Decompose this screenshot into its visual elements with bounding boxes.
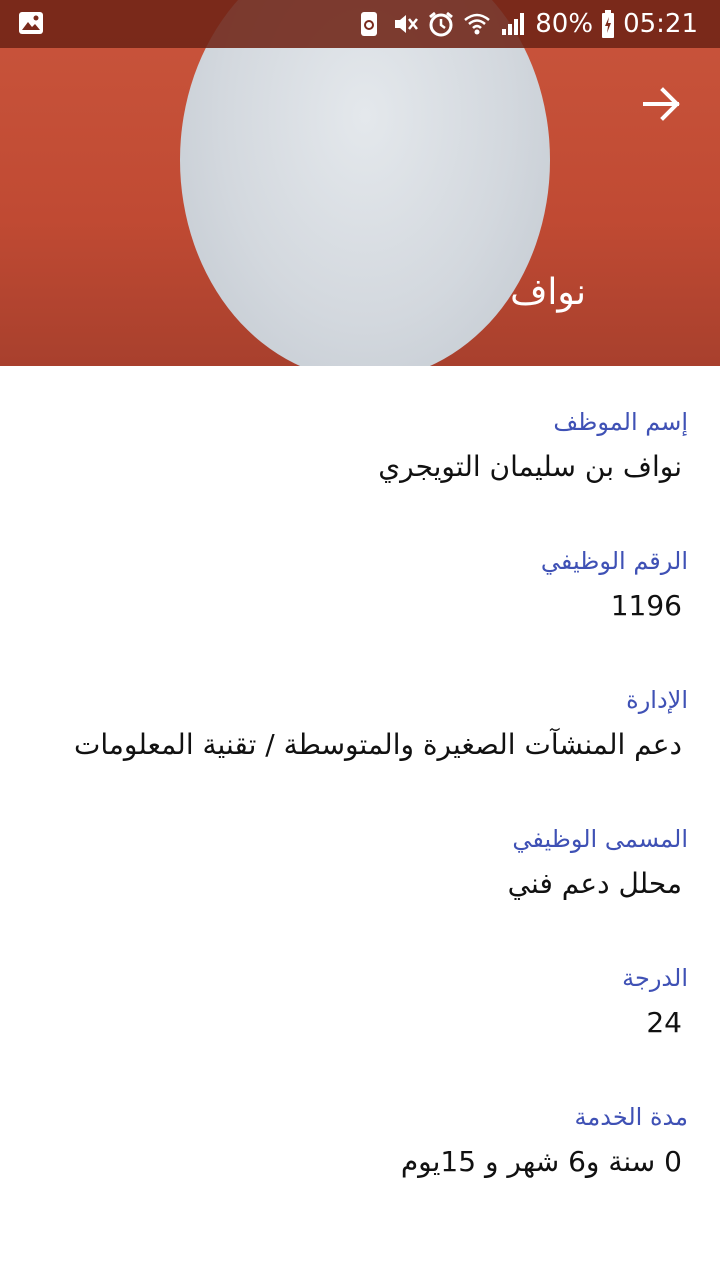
field-department xyxy=(0,644,720,783)
field-employee-number xyxy=(0,505,720,644)
image-notification-icon xyxy=(18,11,44,35)
field-value: نواف بن سليمان التويجري xyxy=(378,450,682,483)
signal-icon xyxy=(499,10,527,38)
employee-details xyxy=(0,366,720,1200)
field-employee-name xyxy=(0,366,720,505)
header-title: نواف xyxy=(510,272,586,313)
storage-icon xyxy=(355,10,383,38)
wifi-icon xyxy=(463,10,491,38)
mute-icon xyxy=(391,10,419,38)
profile-photo xyxy=(180,0,550,366)
battery-percent: 80% xyxy=(535,9,594,39)
profile-header xyxy=(0,0,720,366)
field-grade xyxy=(0,922,720,1061)
field-label: الإدارة xyxy=(626,686,688,714)
status-bar xyxy=(0,0,720,48)
field-service-duration xyxy=(0,1061,720,1200)
field-value: 24 xyxy=(646,1006,682,1039)
field-label: الرقم الوظيفي xyxy=(540,547,688,575)
field-job-title xyxy=(0,783,720,922)
field-label: إسم الموظف xyxy=(553,408,688,436)
field-value: دعم المنشآت الصغيرة والمتوسطة / تقنية المعلومات xyxy=(73,728,682,761)
field-value: محلل دعم فني xyxy=(507,867,682,900)
back-button[interactable] xyxy=(632,78,692,130)
field-value: 0 سنة و6 شهر و 15يوم xyxy=(400,1145,682,1178)
field-label: الدرجة xyxy=(622,964,688,992)
clock: 05:21 xyxy=(623,9,698,39)
field-label: مدة الخدمة xyxy=(574,1103,688,1131)
alarm-icon xyxy=(427,10,455,38)
arrow-right-icon xyxy=(643,87,681,121)
field-value: 1196 xyxy=(610,589,682,622)
battery-charging-icon xyxy=(601,10,615,38)
field-label: المسمى الوظيفي xyxy=(512,825,688,853)
